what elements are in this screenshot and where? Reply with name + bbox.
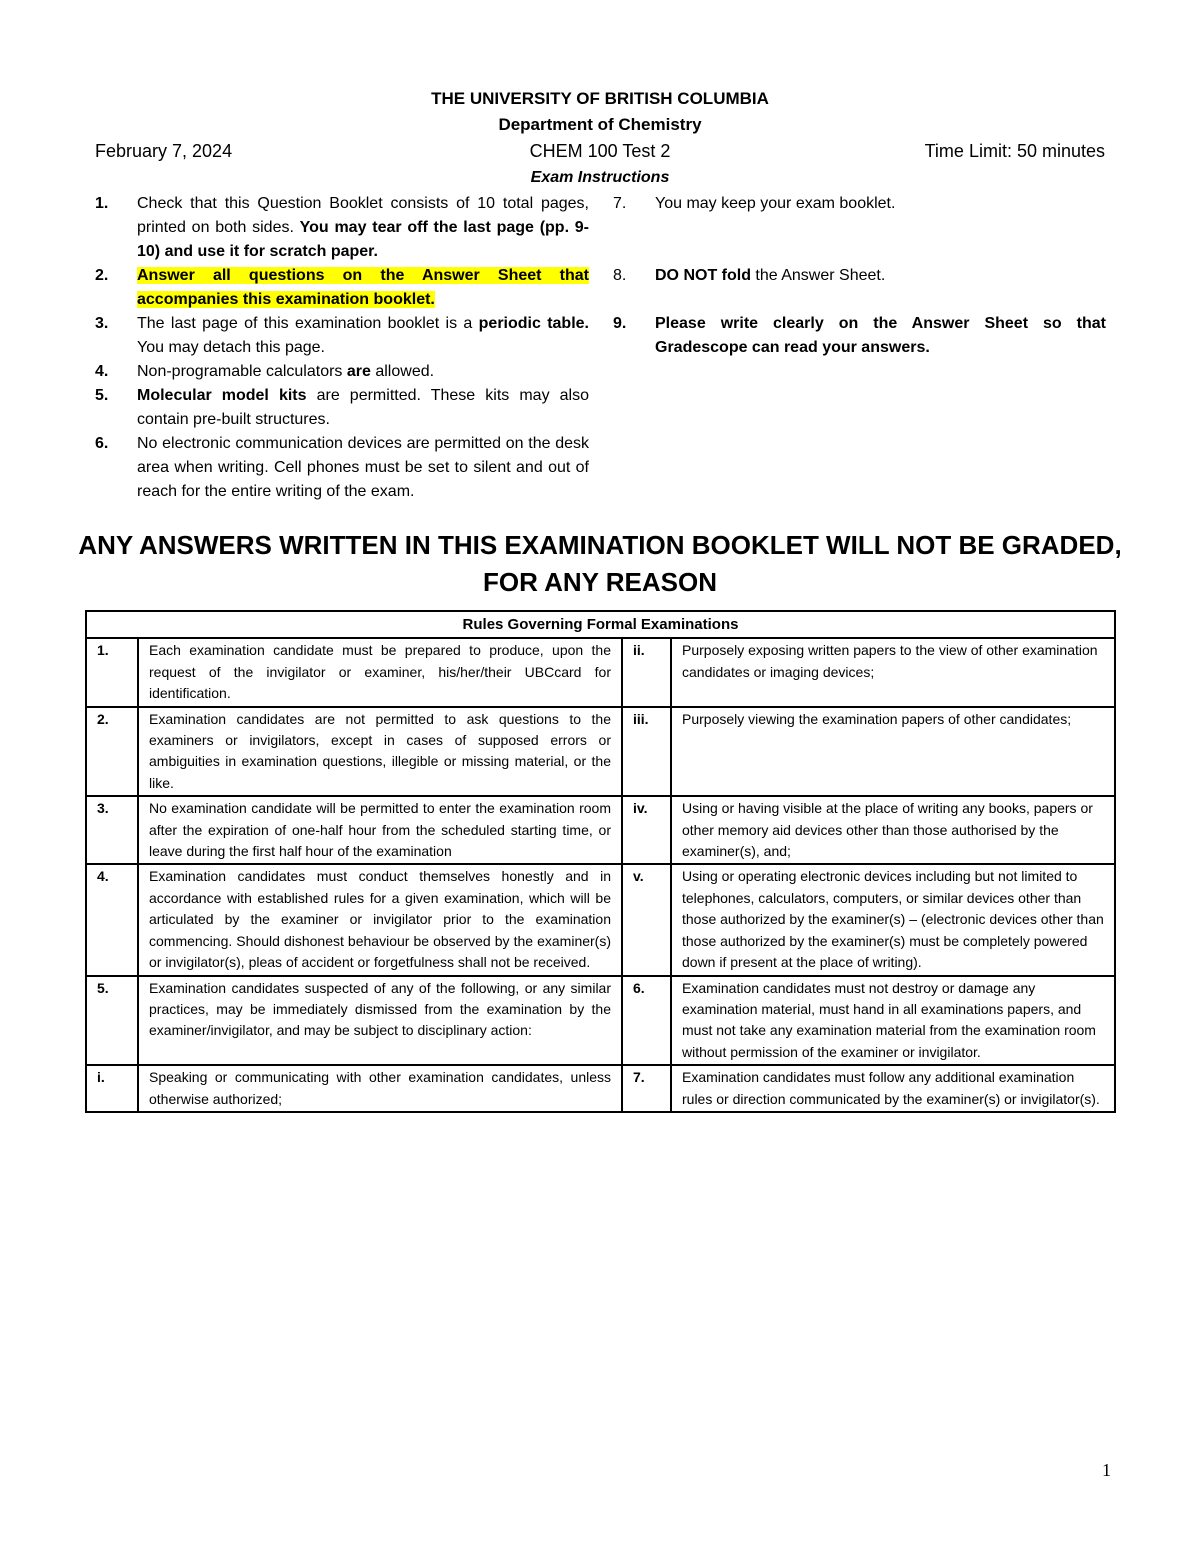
instruction-item — [613, 312, 1106, 360]
table-row — [86, 796, 1115, 864]
department-name: Department of Chemistry — [498, 115, 702, 134]
instruction-text-highlighted: Answer all questions on the Answer Sheet that accompanies this examination booklet. — [137, 267, 589, 308]
instruction-text: allowed. — [370, 363, 435, 380]
rule-number: i. — [86, 1065, 138, 1112]
rule-text: Using or operating electronic devices including but not limited to telephones, calculators, computers, or similar devices other than those authorized by the examiner(s) – (electronic devices other than those authorized by the examiner(s) must be completely powered down if present at the place of writing). — [671, 864, 1115, 975]
instruction-item — [95, 312, 589, 360]
table-row — [86, 976, 1115, 1066]
exam-date: February 7, 2024 — [95, 141, 233, 161]
instruction-item — [95, 384, 589, 432]
exam-meta-row — [95, 141, 1105, 165]
time-limit: Time Limit: 50 minutes — [924, 141, 1105, 161]
instruction-number: 4. — [95, 363, 109, 380]
instruction-item — [613, 192, 1106, 264]
instruction-number: 9. — [613, 315, 627, 332]
instruction-number: 8. — [613, 267, 627, 284]
instruction-number: 6. — [95, 435, 109, 452]
rule-number: 6. — [622, 976, 671, 1066]
rule-text: Examination candidates are not permitted to ask questions to the examiners or invigilators, except in cases of supposed errors or ambiguities in examination questions, illegible or missing material, or the like. — [138, 707, 622, 797]
grading-warning: ANY ANSWERS WRITTEN IN THIS EXAMINATION BOOKLET WILL NOT BE GRADED, FOR ANY REASON — [78, 530, 1122, 597]
rule-text: Examination candidates must follow any additional examination rules or direction communicated by the examiner(s) or invigilator(s). — [671, 1065, 1115, 1112]
rule-text: Examination candidates must conduct themselves honestly and in accordance with established rules for a given examination, which will be articulated by the examiner or invigilator prior to the examination commencing. Should dishonest behaviour be observed by the examiner(s) or invigilator(s), pleas of accident or forgetfulness shall not be received. — [138, 864, 622, 975]
course-title: CHEM 100 Test 2 — [529, 141, 671, 161]
rule-number: iii. — [622, 707, 671, 797]
rule-text: Purposely exposing written papers to the view of other examination candidates or imaging devices; — [671, 638, 1115, 706]
instruction-item — [95, 432, 589, 504]
table-row — [86, 638, 1115, 706]
instruction-number: 5. — [95, 387, 109, 404]
instruction-text-bold: periodic table. — [478, 315, 589, 332]
rule-text: Examination candidates suspected of any of the following, or any similar practices, may be immediately dismissed from the examination by the examiner/invigilator, and may be subject to disciplinary action: — [138, 976, 622, 1066]
rule-number: ii. — [622, 638, 671, 706]
rule-text: No examination candidate will be permitted to enter the examination room after the expiration of one-half hour from the scheduled starting time, or leave during the first half hour of the examination — [138, 796, 622, 864]
table-row — [86, 864, 1115, 975]
rules-table — [85, 610, 1116, 1113]
rule-number: iv. — [622, 796, 671, 864]
page-number: 1 — [1102, 1460, 1111, 1480]
instruction-item — [613, 264, 1106, 312]
rule-number: 5. — [86, 976, 138, 1066]
rule-number: 2. — [86, 707, 138, 797]
rule-number: 3. — [86, 796, 138, 864]
instruction-text: No electronic communication devices are permitted on the desk area when writing. Cell phones must be set to silent and out of reach for the entire writing of the exam. — [137, 435, 589, 500]
instructions-right-column — [613, 192, 1106, 360]
rule-text: Speaking or communicating with other examination candidates, unless otherwise authorized; — [138, 1065, 622, 1112]
instructions-heading: Exam Instructions — [530, 169, 670, 186]
instruction-text-bold: are — [346, 363, 371, 380]
instruction-item — [95, 192, 589, 264]
instruction-text: Non-programable calculators — [137, 363, 347, 380]
table-row — [86, 1065, 1115, 1112]
rules-header-row — [86, 611, 1115, 638]
table-row — [86, 707, 1115, 797]
instruction-text-bold: Please write clearly on the Answer Sheet so that Gradescope can read your answers. — [655, 315, 1106, 356]
instructions-left-column — [95, 192, 589, 504]
instruction-item — [95, 360, 589, 384]
rule-number: 7. — [622, 1065, 671, 1112]
instruction-text: the Answer Sheet. — [750, 267, 886, 284]
instruction-number: 3. — [95, 315, 109, 332]
rule-text: Each examination candidate must be prepared to produce, upon the request of the invigilator or examiner, his/her/their UBCcard for identification. — [138, 638, 622, 706]
instruction-text-bold: DO NOT fold — [655, 267, 751, 284]
instruction-number: 7. — [613, 195, 627, 212]
instruction-text: The last page of this examination booklet is a — [137, 315, 479, 332]
instruction-text: You may keep your exam booklet. — [655, 195, 896, 212]
instruction-text: You may detach this page. — [137, 339, 325, 356]
rules-title: Rules Governing Formal Examinations — [86, 611, 1115, 638]
instruction-text: are permitted. These kits may also contain pre-built structures. — [137, 387, 589, 428]
rule-number: 4. — [86, 864, 138, 975]
instruction-item — [95, 264, 589, 312]
rule-number: v. — [622, 864, 671, 975]
rule-text: Using or having visible at the place of writing any books, papers or other memory aid devices other than those authorised by the examiner(s), and; — [671, 796, 1115, 864]
university-name: THE UNIVERSITY OF BRITISH COLUMBIA — [431, 89, 769, 108]
rule-text: Purposely viewing the examination papers of other candidates; — [671, 707, 1115, 797]
instruction-number: 2. — [95, 267, 109, 284]
rule-number: 1. — [86, 638, 138, 706]
instruction-text-bold: You may tear off the last page (pp. 9-10) and use it for scratch paper. — [137, 219, 589, 260]
instruction-text-bold: Molecular model kits — [137, 387, 307, 404]
rule-text: Examination candidates must not destroy or damage any examination material, must hand in all examinations papers, and must not take any examination material from the examination room without permission of the examiner or invigilator. — [671, 976, 1115, 1066]
instruction-number: 1. — [95, 195, 109, 212]
instruction-text: Check that this Question Booklet consists of 10 total pages, printed on both sides. — [137, 195, 589, 236]
